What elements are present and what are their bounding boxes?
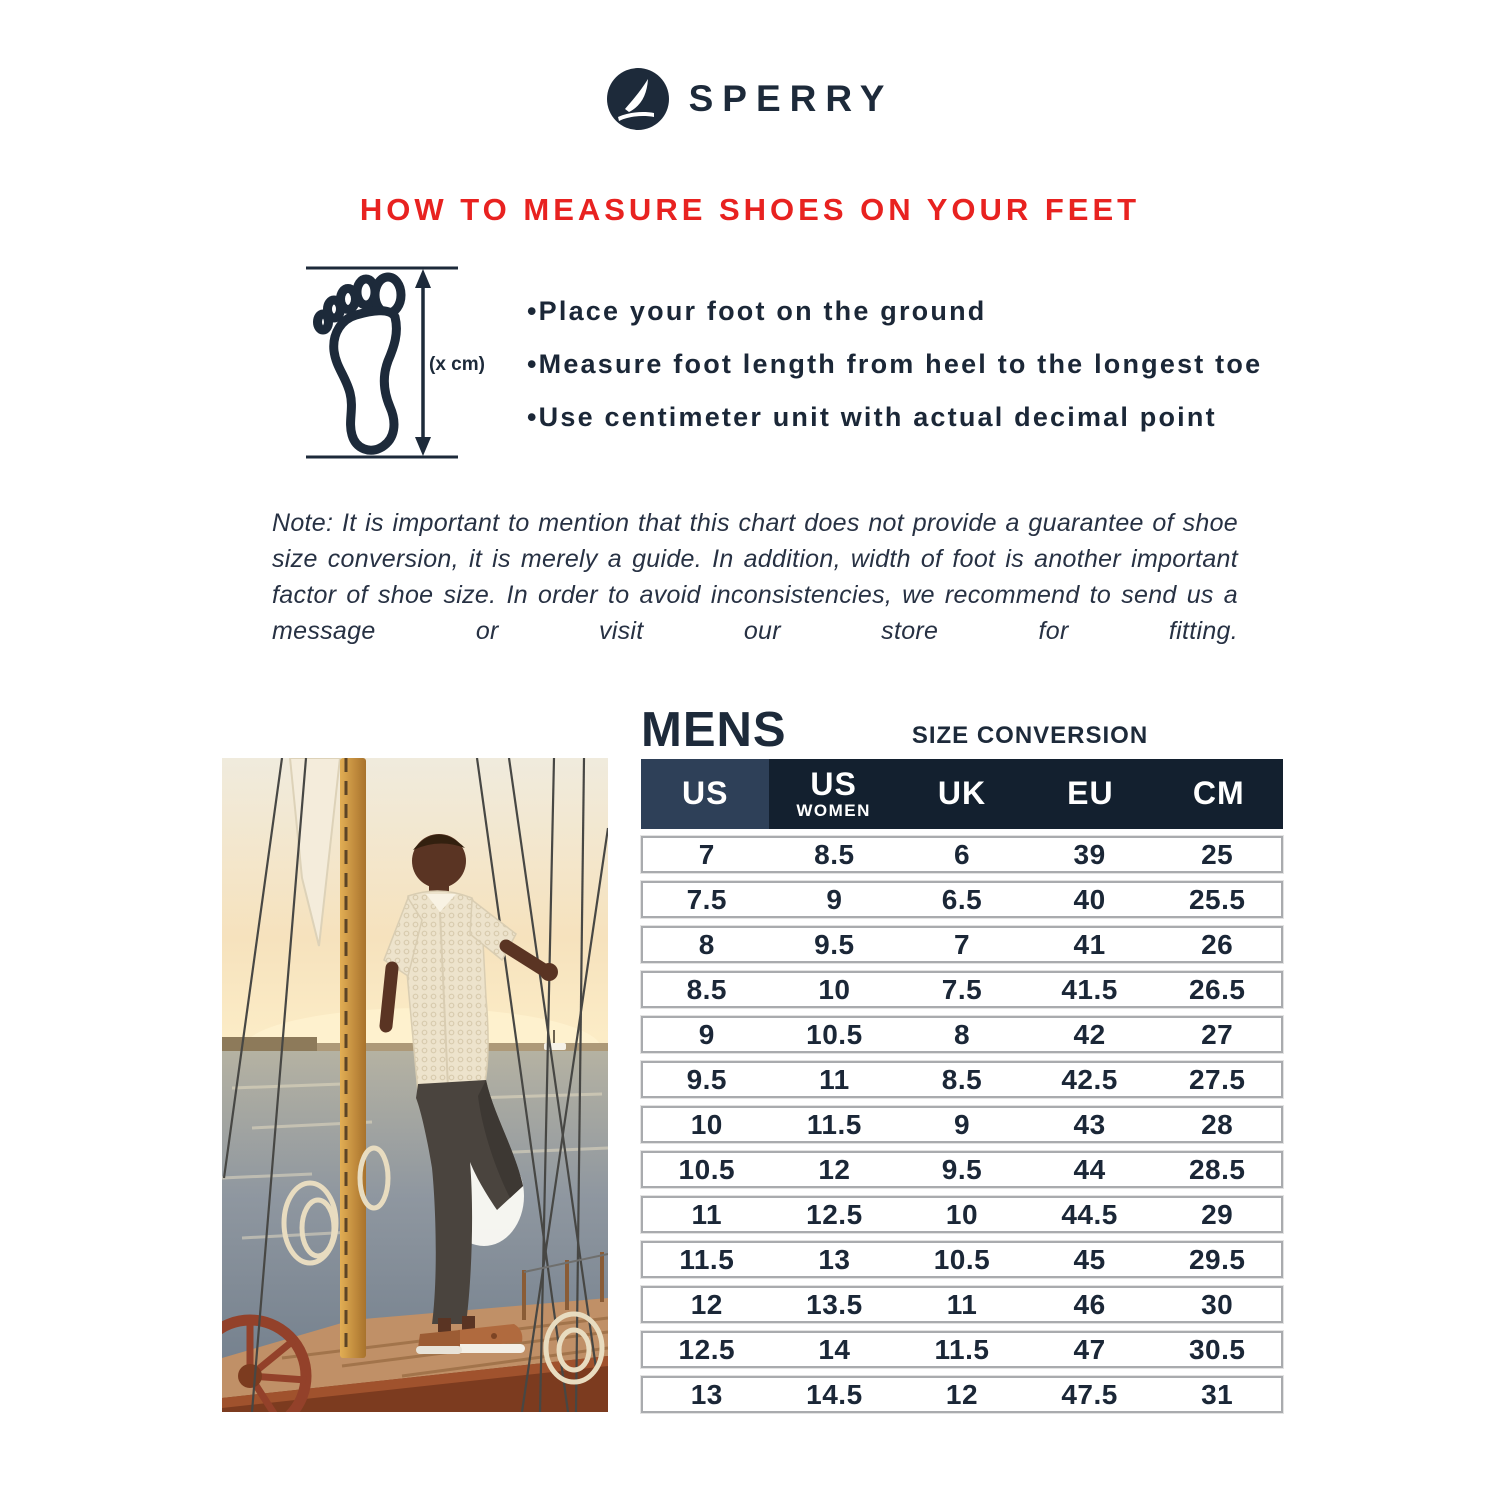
size-row [641, 1286, 1283, 1323]
size-cell: 11 [691, 1198, 723, 1230]
size-cell: 28 [1201, 1108, 1234, 1140]
size-cell: 9 [698, 1018, 715, 1050]
measurement-label: (x cm) [429, 354, 485, 375]
instruction-item: •Measure foot length from heel to the longest toe [527, 349, 1263, 379]
instruction-item: •Place your foot on the ground [527, 296, 987, 326]
size-cell: 39 [1073, 838, 1106, 870]
size-cell: 44 [1073, 1153, 1106, 1185]
size-cell: 29.5 [1188, 1243, 1246, 1275]
size-cell: 13.5 [806, 1288, 863, 1320]
size-row [641, 881, 1283, 918]
size-cell: 45 [1073, 1243, 1106, 1275]
size-cell: 27.5 [1188, 1063, 1246, 1095]
size-cell: 13 [818, 1243, 851, 1275]
size-cell: 7.5 [686, 883, 728, 915]
size-cell: 29 [1201, 1198, 1234, 1230]
size-cell: 6.5 [941, 883, 983, 915]
size-cell: 26 [1201, 928, 1234, 960]
size-cell: 11.5 [934, 1333, 990, 1365]
size-cell: 46 [1073, 1288, 1106, 1320]
size-cell: 13 [690, 1378, 723, 1410]
size-cell: 9.5 [814, 928, 855, 960]
size-row [641, 1016, 1283, 1053]
size-cell: 11.5 [679, 1243, 735, 1275]
size-cell: 44.5 [1061, 1198, 1118, 1230]
foot-measure-diagram [298, 255, 498, 467]
size-row [641, 1151, 1283, 1188]
size-row [641, 926, 1283, 963]
column-header-uk: UK [898, 759, 1026, 829]
size-cell: 30 [1201, 1288, 1234, 1320]
size-row [641, 971, 1283, 1008]
size-cell: 11 [946, 1288, 978, 1320]
size-cell: 9 [953, 1108, 971, 1140]
size-cell: 14 [818, 1333, 851, 1365]
size-cell: 8 [953, 1018, 971, 1050]
size-cell: 47.5 [1061, 1378, 1118, 1410]
size-cell: 10 [690, 1108, 723, 1140]
size-row [641, 1331, 1283, 1368]
size-cell: 31 [1201, 1378, 1234, 1410]
size-cell: 42 [1073, 1018, 1106, 1050]
size-cell: 8.5 [941, 1063, 983, 1095]
lifestyle-photo [222, 758, 608, 1412]
size-cell: 42.5 [1061, 1063, 1118, 1095]
size-cell: 12 [818, 1153, 851, 1185]
page-title: HOW TO MEASURE SHOES ON YOUR FEET [359, 192, 1141, 227]
size-cell: 41 [1073, 928, 1106, 960]
size-cell: 7 [698, 838, 715, 870]
size-cell: 8.5 [814, 838, 855, 870]
size-conversion-table [641, 759, 1283, 1421]
mens-heading: MENS [641, 703, 787, 757]
size-cell: 30.5 [1188, 1333, 1246, 1365]
size-cell: 10.5 [933, 1243, 991, 1275]
size-cell: 12.5 [678, 1333, 736, 1365]
size-row [641, 1196, 1283, 1233]
size-cell: 11 [819, 1063, 850, 1095]
size-cell: 26.5 [1188, 973, 1246, 1005]
size-row [641, 1241, 1283, 1278]
measure-instructions [527, 296, 1263, 455]
column-header-us: US [641, 759, 769, 829]
size-row [641, 836, 1283, 873]
size-cell: 10 [945, 1198, 979, 1230]
size-conversion-heading: SIZE CONVERSION [911, 722, 1149, 749]
size-cell: 7.5 [941, 973, 983, 1005]
size-cell: 25 [1201, 838, 1234, 870]
size-cell: 40 [1073, 883, 1106, 915]
brand-logo [0, 64, 1500, 134]
size-table-body [641, 836, 1283, 1413]
size-cell: 10.5 [678, 1153, 736, 1185]
size-cell: 41.5 [1061, 973, 1118, 1005]
sperry-sailboat-icon [607, 68, 669, 130]
size-cell: 6 [953, 838, 971, 870]
size-cell: 10 [818, 973, 851, 1005]
instruction-item: •Use centimeter unit with actual decimal point [527, 402, 1217, 432]
size-cell: 8.5 [686, 973, 728, 1005]
size-cell: 12.5 [806, 1198, 863, 1230]
size-cell: 7 [953, 928, 971, 960]
size-cell: 12 [690, 1288, 723, 1320]
size-table-header [641, 759, 1283, 829]
size-cell: 9 [826, 883, 843, 915]
size-cell: 14.5 [806, 1378, 863, 1410]
column-header-cm: CM [1155, 759, 1283, 829]
size-cell: 11.5 [806, 1108, 862, 1140]
size-cell: 9.5 [686, 1063, 728, 1095]
size-cell: 27 [1201, 1018, 1234, 1050]
size-row [641, 1376, 1283, 1413]
size-cell: 28.5 [1188, 1153, 1246, 1185]
column-header-eu: EU [1026, 759, 1154, 829]
size-cell: 9.5 [941, 1153, 983, 1185]
size-cell: 43 [1073, 1108, 1106, 1140]
note-paragraph: Note: It is important to mention that this chart does not provide a guarantee of shoe size conversion, it is merely a guide. In addition, width of foot is another important factor of shoe size. In order to avoid inconsistencies, we recommend to send us a message or visit our store for fitting. [272, 509, 1238, 645]
size-cell: 47 [1073, 1333, 1106, 1365]
column-header-us-women: US WOMEN [769, 759, 897, 829]
size-cell: 12 [945, 1378, 979, 1410]
sailboat-photo-illustration [222, 758, 608, 1412]
size-cell: 10.5 [806, 1018, 863, 1050]
size-cell: 25.5 [1188, 883, 1246, 915]
size-row [641, 1061, 1283, 1098]
size-row [641, 1106, 1283, 1143]
footprint-outline [318, 277, 402, 450]
size-cell: 8 [698, 928, 715, 960]
brand-name: SPERRY [688, 78, 894, 119]
